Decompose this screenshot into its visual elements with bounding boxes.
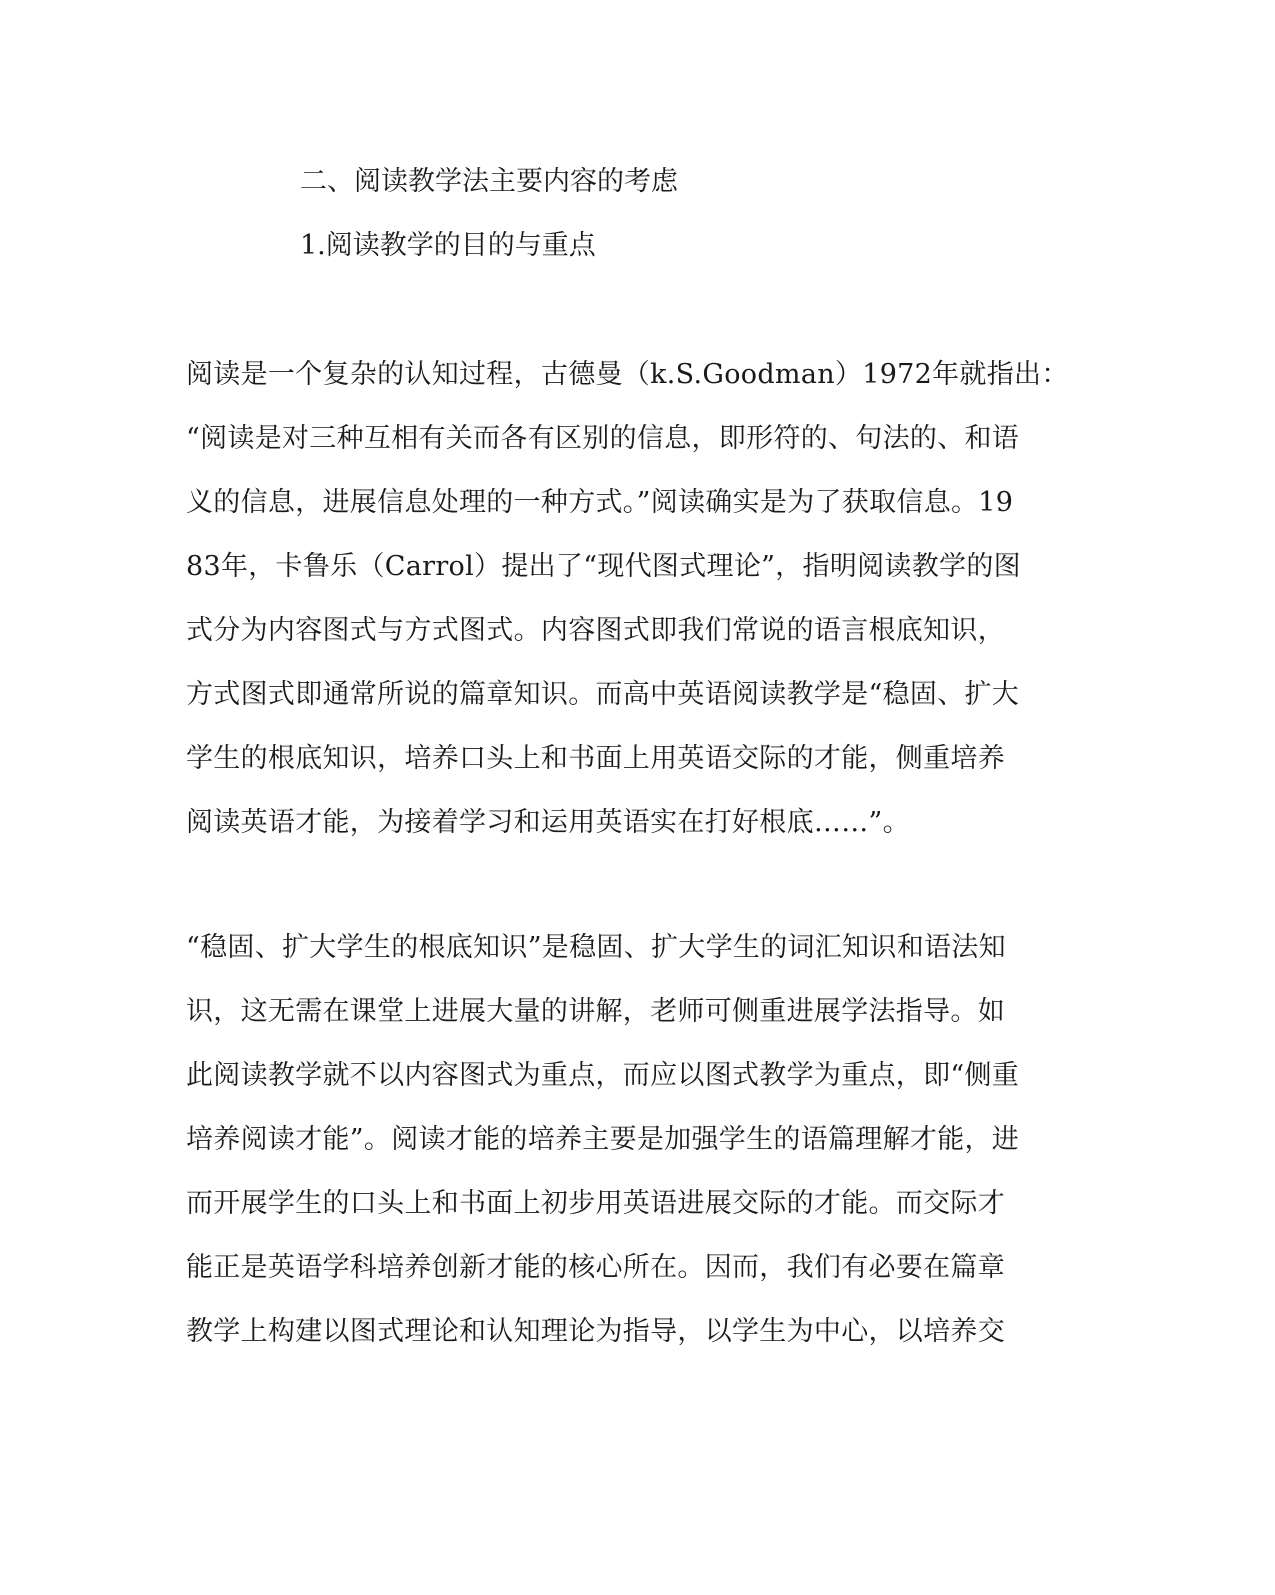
paragraph-line: 培养阅读才能”。阅读才能的培养主要是加强学生的语篇理解才能，进: [186, 1124, 1020, 1155]
paragraph-line: 式分为内容图式与方式图式。内容图式即我们常说的语言根底知识，: [186, 615, 1005, 646]
paragraph-line: “阅读是对三种互相有关而各有区别的信息，即形符的、句法的、和语: [186, 423, 1020, 454]
paragraph-line: 此阅读教学就不以内容图式为重点，而应以图式教学为重点，即“侧重: [186, 1060, 1020, 1091]
paragraph-line: “稳固、扩大学生的根底知识”是稳固、扩大学生的词汇知识和语法知: [186, 932, 1006, 963]
subsection-heading: 1.阅读教学的目的与重点: [300, 230, 596, 261]
paragraph-1: [186, 353, 1069, 865]
paragraph-line: 83年，卡鲁乐（Carrol）提出了“现代图式理论”，指明阅读教学的图: [186, 551, 1021, 582]
section-heading: 二、阅读教学法主要内容的考虑: [300, 166, 678, 197]
paragraph-line: 能正是英语学科培养创新才能的核心所在。因而，我们有必要在篇章: [186, 1252, 1005, 1283]
paragraph-line: 识，这无需在课堂上进展大量的讲解，老师可侧重进展学法指导。如: [186, 996, 1005, 1027]
paragraph-line: 阅读英语才能，为接着学习和运用英语实在打好根底……”。: [186, 807, 910, 838]
paragraph-line: 义的信息，进展信息处理的一种方式。”阅读确实是为了获取信息。19: [186, 487, 1014, 518]
paragraph-line: 阅读是一个复杂的认知过程，古德曼（k.S.Goodman）1972年就指出：: [186, 359, 1069, 390]
paragraph-line: 而开展学生的口头上和书面上初步用英语进展交际的才能。而交际才: [186, 1188, 1005, 1219]
paragraph-line: 学生的根底知识，培养口头上和书面上用英语交际的才能，侧重培养: [186, 743, 1005, 774]
paragraph-line: 方式图式即通常所说的篇章知识。而高中英语阅读教学是“稳固、扩大: [186, 679, 1020, 710]
paragraph-2: [186, 926, 1066, 1374]
paragraph-line: 教学上构建以图式理论和认知理论为指导，以学生为中心，以培养交: [186, 1316, 1005, 1347]
